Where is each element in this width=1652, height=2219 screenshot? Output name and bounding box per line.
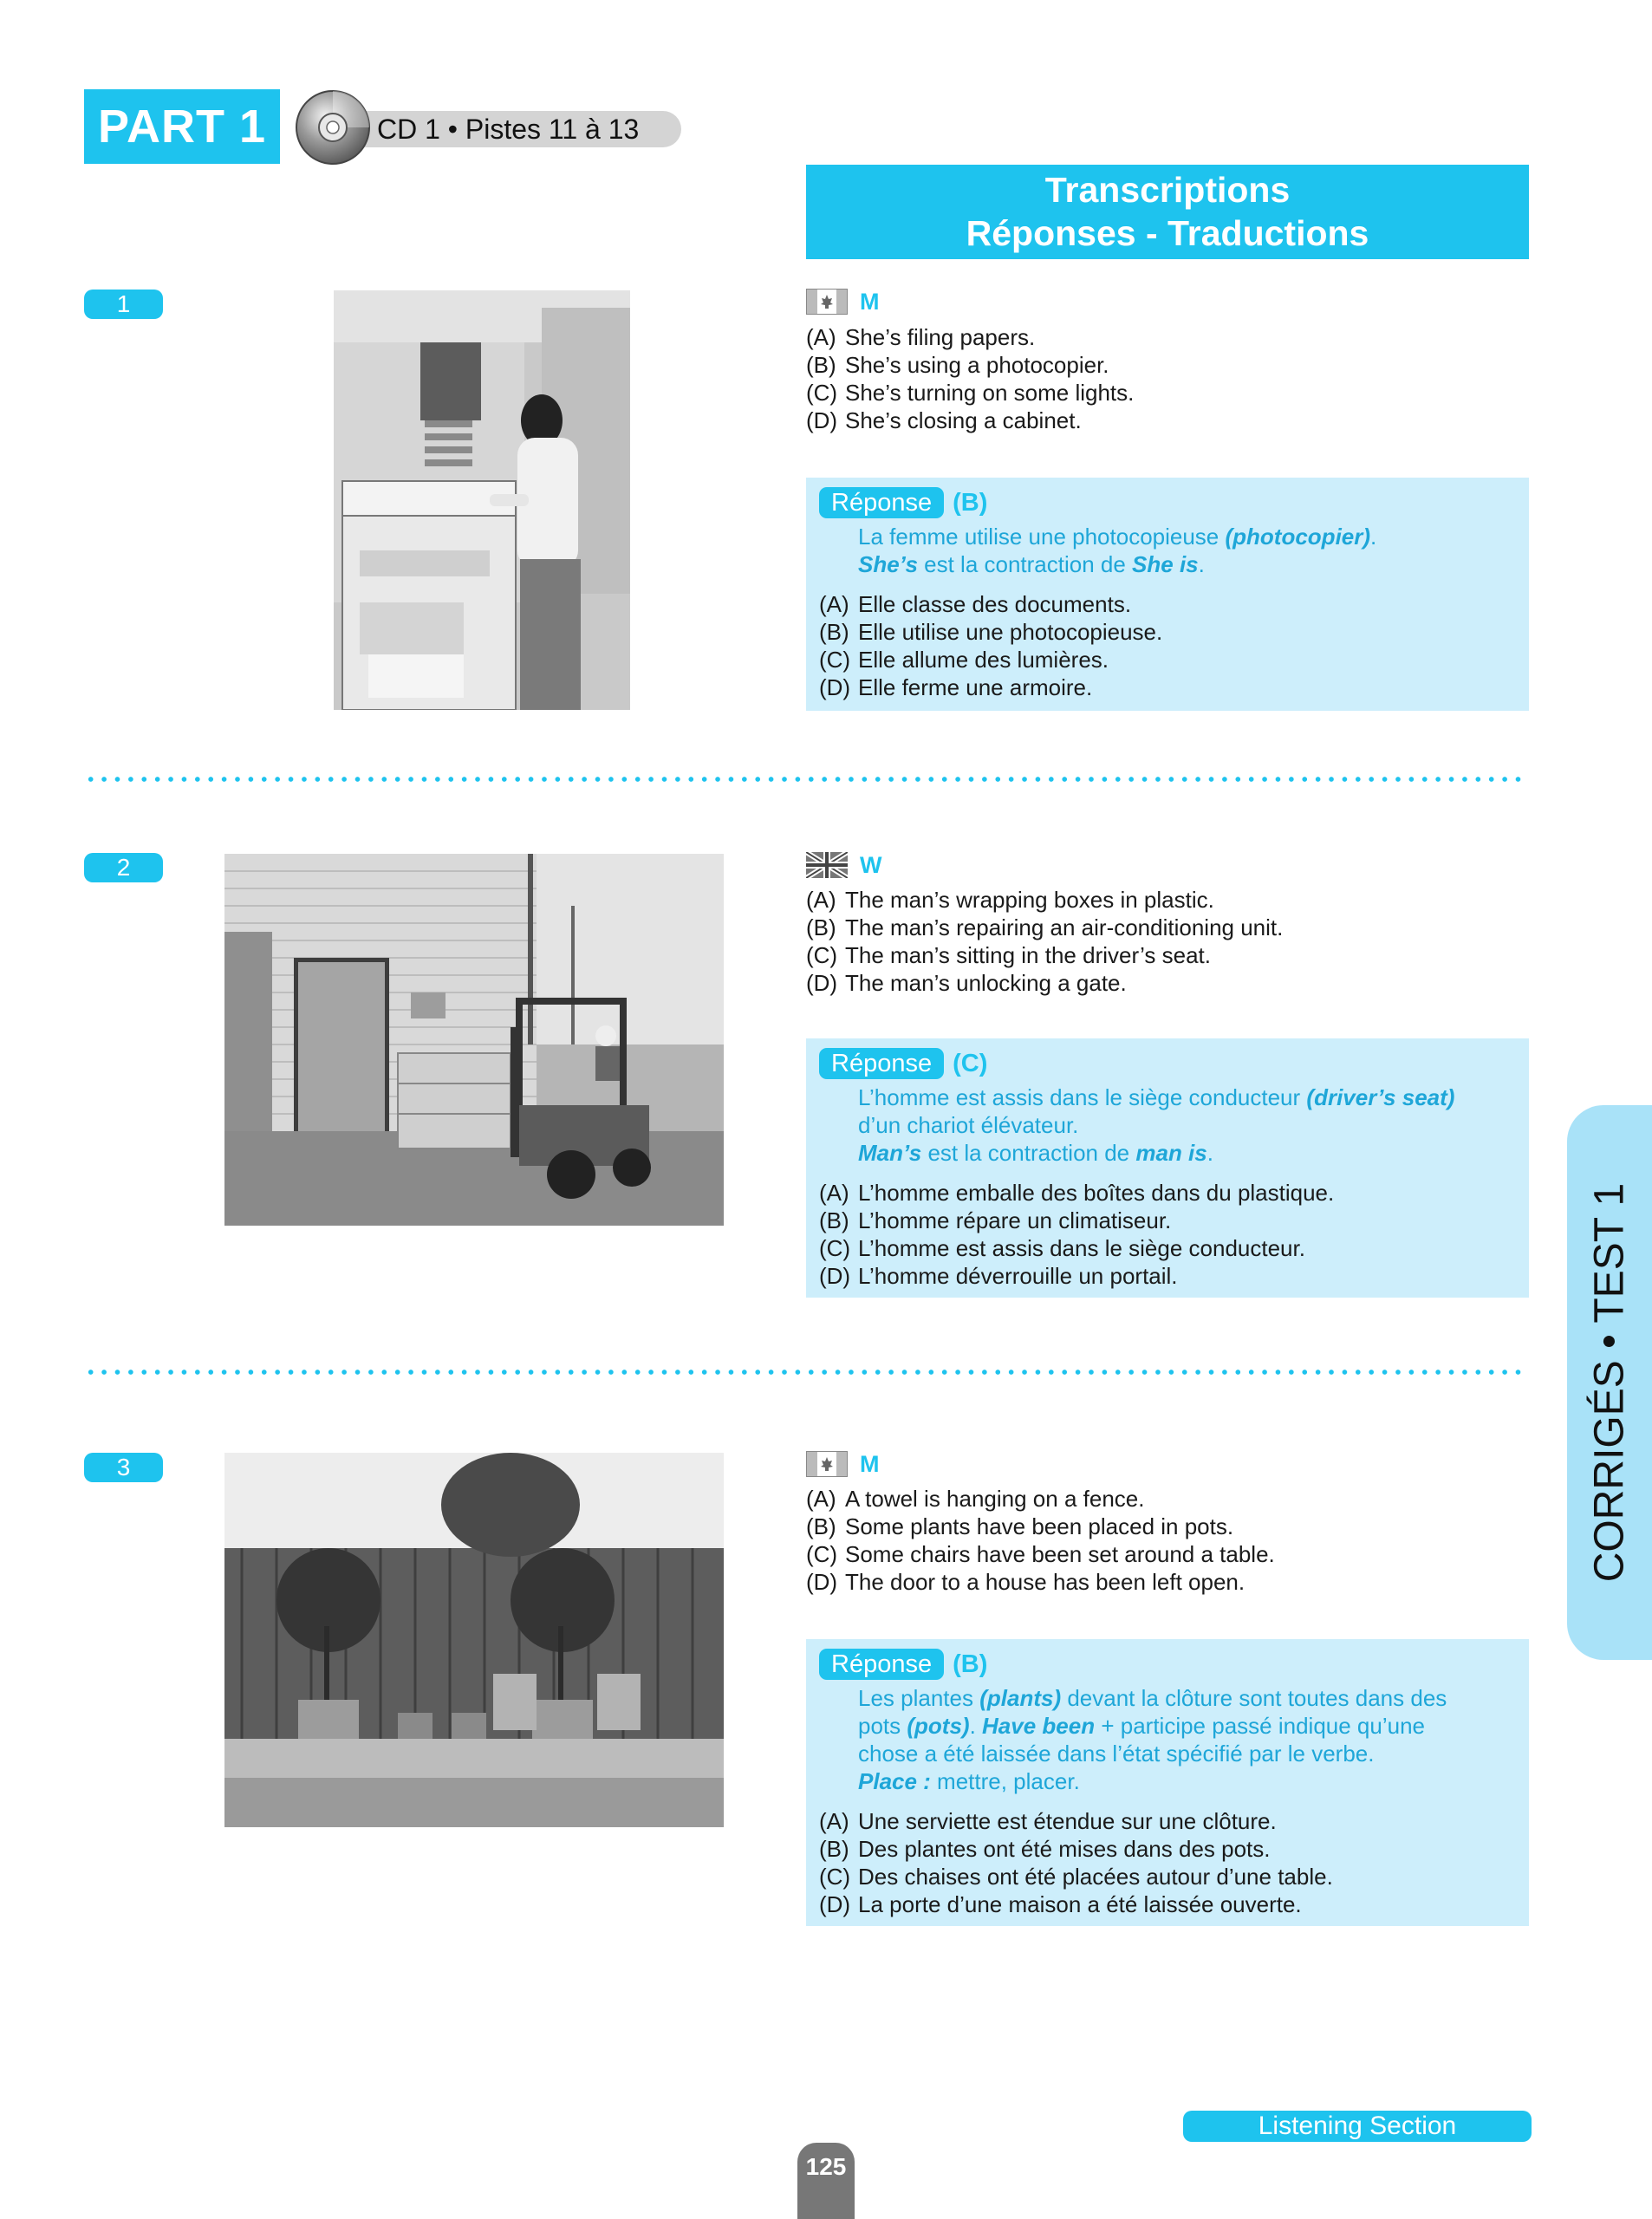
answer-letter: (B) — [953, 488, 988, 517]
answer-box — [806, 1639, 1529, 1926]
answer-label: Réponse — [819, 1048, 944, 1079]
answer-explanation: La femme utilise une photocopieuse (photocopier). She’s est la contraction de She is. — [858, 524, 1377, 577]
translations — [819, 590, 1516, 701]
speaker-row — [806, 1451, 880, 1477]
translation-item: (D) L’homme déverrouille un portail. — [819, 1263, 1178, 1289]
translation-item: (B) L’homme répare un climatiseur. — [819, 1207, 1172, 1233]
answer-letter: (C) — [953, 1049, 988, 1077]
speaker-row — [806, 289, 880, 315]
translation-item: (C) L’homme est assis dans le siège conducteur. — [819, 1235, 1305, 1261]
speaker-row — [806, 852, 881, 878]
answer-label: Réponse — [819, 1649, 944, 1680]
uk-flag-icon — [806, 852, 848, 878]
cd-track-label: CD 1 • Pistes 11 à 13 — [377, 114, 640, 145]
option-item: (B) The man’s repairing an air-conditioning unit. — [806, 914, 1284, 940]
question-options — [806, 886, 1283, 997]
option-item: (D) The door to a house has been left open. — [806, 1569, 1246, 1595]
page-number: 125 — [797, 2143, 855, 2219]
option-item: (A) She’s filing papers. — [806, 324, 1036, 350]
dotted-separator — [84, 777, 1529, 782]
translation-item: (B) Elle utilise une photocopieuse. — [819, 619, 1163, 645]
answer-explanation: Les plantes (plants) devant la clôture sont toutes dans des pots (pots). Have been + participe passé indique qu’une chose a été laissée dans l’état spécifié par le verbe. Place : mettre, placer. — [858, 1685, 1447, 1794]
translation-item: (D) Elle ferme une armoire. — [819, 674, 1093, 700]
option-item: (D) The man’s unlocking a gate. — [806, 970, 1127, 996]
translations — [819, 1179, 1516, 1290]
translation-item: (C) Des chaises ont été placées autour d’une table. — [819, 1864, 1333, 1890]
translation-item: (A) Elle classe des documents. — [819, 591, 1132, 617]
option-item: (B) She’s using a photocopier. — [806, 352, 1109, 378]
option-item: (A) The man’s wrapping boxes in plastic. — [806, 887, 1214, 913]
section-label: Listening Section — [1183, 2111, 1532, 2142]
translations — [819, 1807, 1516, 1918]
answer-explanation: L’homme est assis dans le siège conducteur (driver’s seat) d’un chariot élévateur. Man’s est la contraction de man is. — [858, 1084, 1455, 1166]
translation-item: (A) L’homme emballe des boîtes dans du plastique. — [819, 1180, 1335, 1206]
canada-flag-icon — [806, 289, 848, 315]
photo-plants-fence — [224, 1453, 724, 1827]
answer-label: Réponse — [819, 487, 944, 518]
photo-forklift-driver — [224, 854, 724, 1226]
speaker-letter: M — [860, 1450, 880, 1477]
section-header — [806, 165, 1529, 259]
photo-woman-photocopier — [334, 290, 630, 710]
translation-item: (C) Elle allume des lumières. — [819, 647, 1109, 673]
question-options — [806, 1485, 1275, 1596]
question-number-badge: 1 — [84, 290, 163, 319]
translation-item: (B) Des plantes ont été mises dans des pots. — [819, 1836, 1271, 1862]
header-title-line2: Réponses - Traductions — [966, 213, 1369, 253]
dotted-separator — [84, 1370, 1529, 1375]
question-options — [806, 323, 1134, 434]
speaker-letter: W — [860, 851, 882, 878]
translation-item: (A) Une serviette est étendue sur une clôture. — [819, 1808, 1277, 1834]
side-tab-label: CORRIGÉS • TEST 1 — [1586, 1182, 1633, 1583]
option-item: (A) A towel is hanging on a fence. — [806, 1486, 1145, 1512]
option-item: (B) Some plants have been placed in pots. — [806, 1513, 1234, 1539]
option-item: (C) She’s turning on some lights. — [806, 380, 1135, 406]
answer-box — [806, 1038, 1529, 1298]
option-item: (C) Some chairs have been set around a table. — [806, 1541, 1275, 1567]
question-number-badge: 2 — [84, 853, 163, 882]
answer-box — [806, 478, 1529, 711]
answer-letter: (B) — [953, 1650, 988, 1678]
option-item: (D) She’s closing a cabinet. — [806, 407, 1082, 433]
speaker-letter: M — [860, 288, 880, 315]
canada-flag-icon — [806, 1451, 848, 1477]
header-title-line1: Transcriptions — [1044, 170, 1291, 210]
part-badge: PART 1 — [84, 89, 280, 164]
cd-disc-icon — [295, 89, 371, 166]
question-number-badge: 3 — [84, 1453, 163, 1482]
translation-item: (D) La porte d’une maison a été laissée ouverte. — [819, 1891, 1302, 1917]
option-item: (C) The man’s sitting in the driver’s seat. — [806, 942, 1211, 968]
